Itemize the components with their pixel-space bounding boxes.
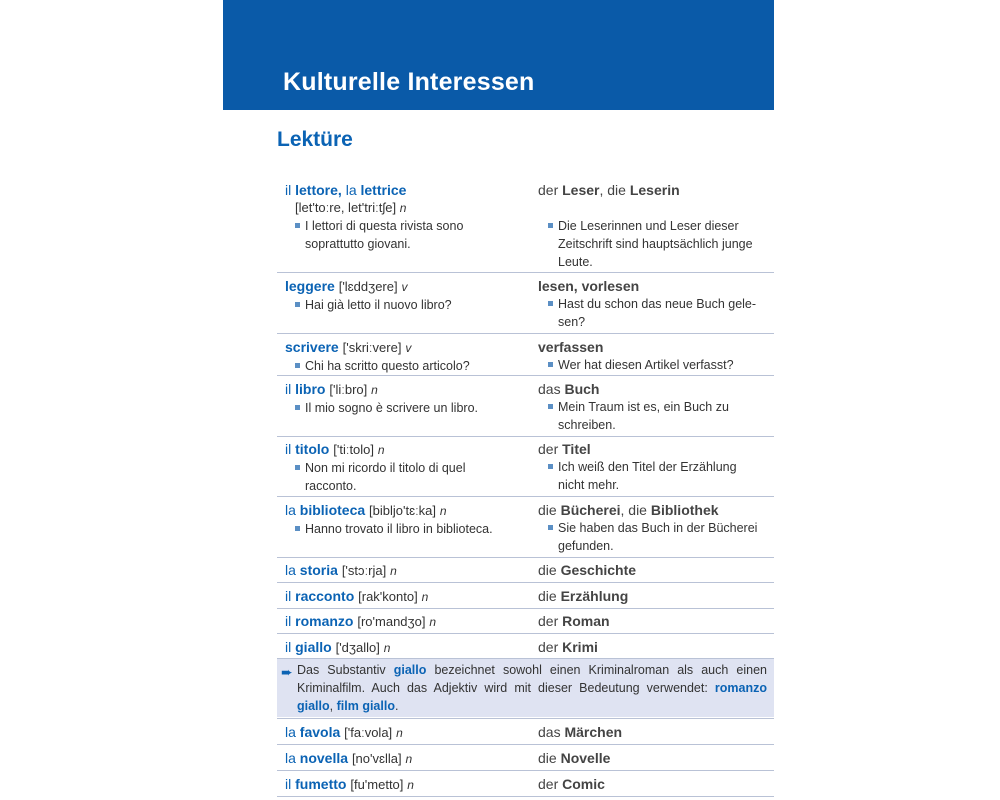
article: die <box>628 502 647 518</box>
arrow-right-icon: ➨ <box>281 664 293 680</box>
part-of-speech: v <box>405 341 412 355</box>
translation: Roman <box>562 613 610 629</box>
headword: scrivere <box>285 339 339 355</box>
pronunciation: ['liːbro] <box>329 382 368 397</box>
entry-italian <box>285 501 530 538</box>
example-italian: Non mi ricordo il titolo di quel racconto. <box>285 459 530 495</box>
translation: Geschichte <box>560 562 637 578</box>
part-of-speech: n <box>390 564 397 578</box>
article: die <box>538 588 557 604</box>
article: il <box>285 776 292 792</box>
entry-german <box>538 440 774 494</box>
article: il <box>285 639 292 655</box>
part-of-speech: n <box>439 504 447 518</box>
divider <box>277 375 774 376</box>
divider <box>277 744 774 745</box>
part-of-speech: n <box>371 383 378 397</box>
usage-note-text: Das Substantiv giallo bezeichnet sowohl einen Kriminalroman als auch einen Kriminalfilm. Auch das Adjektiv wird mit dieser Bedeutung verwendet: romanzo giallo, film giallo. <box>297 663 767 713</box>
section-title: Lektüre <box>277 128 353 151</box>
article: der <box>538 776 559 792</box>
headword: favola <box>299 724 341 740</box>
translation: lesen, vorlesen <box>538 278 640 294</box>
divider <box>277 496 774 497</box>
headword: giallo <box>295 639 332 655</box>
translation: Bücherei <box>560 502 621 518</box>
usage-note <box>277 659 774 717</box>
headword: storia <box>299 562 338 578</box>
example-italian: Il mio sogno è scrivere un libro. <box>285 399 530 417</box>
example-german: Wer hat diesen Artikel verfasst? <box>538 356 774 374</box>
chapter-title: Kulturelle Interessen <box>283 68 535 96</box>
divider <box>277 333 774 334</box>
entry-german <box>538 277 774 331</box>
entry-italian <box>285 380 530 417</box>
headword: fumetto <box>295 776 347 792</box>
headword: libro <box>295 381 326 397</box>
translation: verfassen <box>538 339 604 355</box>
translation: Krimi <box>562 639 598 655</box>
article: der <box>538 613 559 629</box>
part-of-speech: n <box>421 590 429 604</box>
translation: Bibliothek <box>650 502 719 518</box>
divider <box>277 633 774 634</box>
example-german: Ich weiß den Titel der Erzählung nicht mehr. <box>538 458 774 494</box>
article: der <box>538 441 559 457</box>
pronunciation: [bibljo'tɛːka] <box>369 503 437 518</box>
part-of-speech: n <box>429 615 437 629</box>
content <box>223 0 774 800</box>
article: il <box>285 381 292 397</box>
article: die <box>538 502 557 518</box>
example-german: Mein Traum ist es, ein Buch zu schreiben. <box>538 398 774 434</box>
article: la <box>285 562 296 578</box>
entry-german <box>538 380 774 434</box>
pronunciation: ['lɛddʒere] <box>338 279 398 294</box>
article: il <box>285 588 292 604</box>
translation: Titel <box>562 441 591 457</box>
divider <box>277 582 774 583</box>
article: il <box>285 613 292 629</box>
divider <box>277 770 774 771</box>
pronunciation: ['tiːtolo] <box>333 442 375 457</box>
example-italian: Hanno trovato il libro in biblioteca. <box>285 520 530 538</box>
article: die <box>538 562 557 578</box>
example-italian: Hai già letto il nuovo libro? <box>285 296 530 314</box>
divider <box>277 557 774 558</box>
entry-italian <box>285 338 530 375</box>
headword: lettore, <box>295 182 342 198</box>
article: la <box>285 724 296 740</box>
part-of-speech: n <box>399 201 407 215</box>
article: il <box>285 441 292 457</box>
article: das <box>538 381 561 397</box>
headword: leggere <box>285 278 335 294</box>
translation: Leser <box>562 182 600 198</box>
divider <box>277 718 774 719</box>
part-of-speech: n <box>396 726 403 740</box>
example-german: Die Leserinnen und Leser dieser Zeitschrift sind hauptsächlich junge Leute. <box>538 217 774 271</box>
divider <box>277 796 774 797</box>
part-of-speech: n <box>405 752 413 766</box>
pronunciation: [rak'konto] <box>358 589 418 604</box>
headword: novella <box>299 750 349 766</box>
pronunciation: [ro'mandʒo] <box>357 614 426 629</box>
divider <box>277 608 774 609</box>
example-italian: I lettori di questa rivista sono soprattutto giovani. <box>285 217 530 253</box>
pronunciation: [let'toːre, let'triːtʃe] <box>295 200 397 215</box>
entry-italian <box>285 181 530 253</box>
pronunciation: [no'vɛlla] <box>351 751 402 766</box>
part-of-speech: v <box>401 280 408 294</box>
article: der <box>538 182 559 198</box>
headword: titolo <box>295 441 330 457</box>
translation: Erzählung <box>560 588 629 604</box>
pronunciation: ['dʒallo] <box>335 640 380 655</box>
translation: Novelle <box>560 750 611 766</box>
entry-italian <box>285 440 530 495</box>
headword: biblioteca <box>299 502 366 518</box>
entry-german: die Bücherei, die Bibliothek Sie haben das Buch in der Bücherei gefunden. <box>538 501 774 555</box>
pronunciation: ['skriːvere] <box>342 340 402 355</box>
headword: racconto <box>295 588 355 604</box>
article: der <box>538 639 559 655</box>
translation: Comic <box>562 776 605 792</box>
entry-german: der Leser, die Leserin Die Leserinnen und Leser dieser Zeitschrift sind hauptsächlich junge Leute. <box>538 181 774 271</box>
article: il <box>285 182 292 198</box>
article: das <box>538 724 561 740</box>
part-of-speech: n <box>377 443 385 457</box>
article: la <box>345 182 357 198</box>
headword: lettrice <box>360 182 407 198</box>
divider <box>277 436 774 437</box>
article: die <box>538 750 557 766</box>
translation: Märchen <box>564 724 623 740</box>
part-of-speech: n <box>407 778 414 792</box>
example-german: Sie haben das Buch in der Bücherei gefunden. <box>538 519 774 555</box>
headword: romanzo <box>295 613 354 629</box>
translation: Buch <box>564 381 600 397</box>
article: la <box>285 750 296 766</box>
example-italian: Chi ha scritto questo articolo? <box>285 357 530 375</box>
pronunciation: [fu'metto] <box>350 777 404 792</box>
entry-german <box>538 338 774 374</box>
entry-italian <box>285 277 530 314</box>
article: la <box>285 502 296 518</box>
pronunciation: ['faːvola] <box>344 725 393 740</box>
example-german: Hast du schon das neue Buch gele- sen? <box>538 295 774 331</box>
translation: Leserin <box>629 182 680 198</box>
part-of-speech: n <box>383 641 391 655</box>
pronunciation: ['stɔːrja] <box>341 563 387 578</box>
article: die <box>607 182 626 198</box>
divider <box>277 272 774 273</box>
